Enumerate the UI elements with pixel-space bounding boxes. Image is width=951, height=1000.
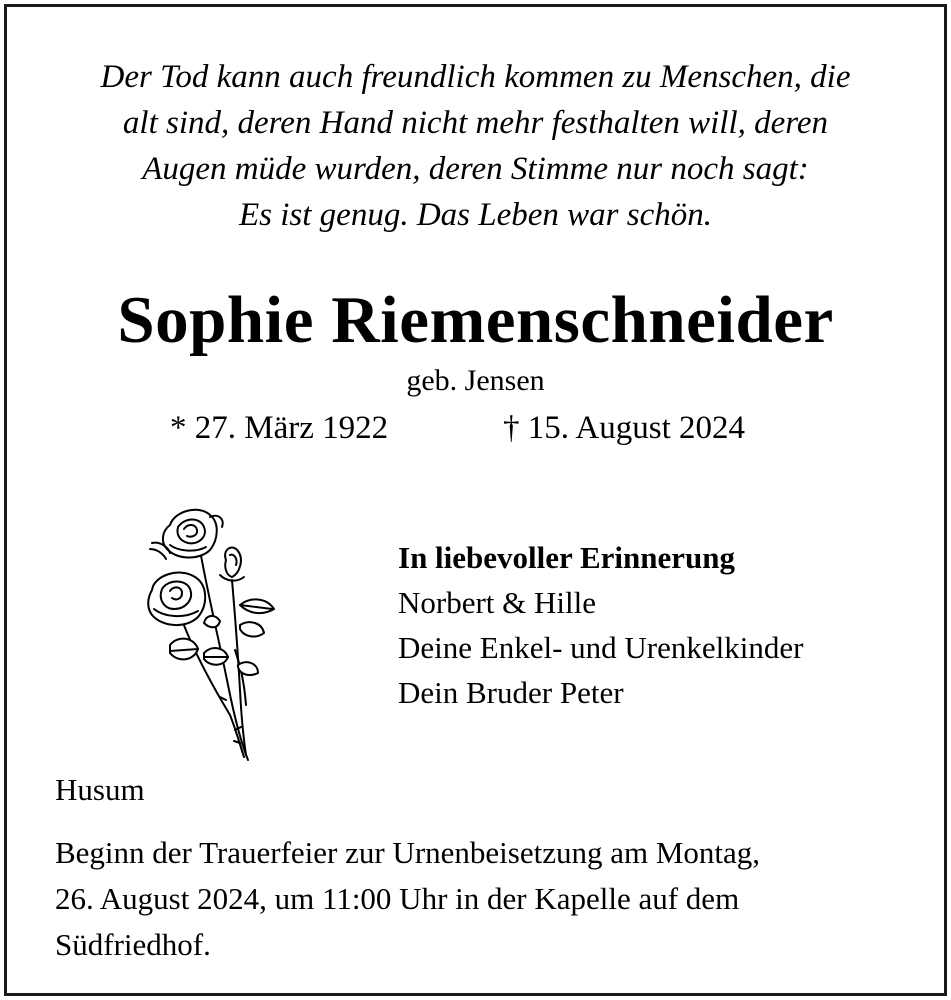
birth-date: * 27. März 1922 (170, 410, 389, 446)
rose-icon (140, 505, 280, 765)
maiden-name: geb. Jensen (406, 364, 545, 397)
deceased-name: Sophie Riemenschneider (117, 283, 834, 357)
quote-line: alt sind, deren Hand nicht mehr festhalten will, deren (122, 105, 829, 141)
service-line: Beginn der Trauerfeier zur Urnenbeisetzung am Montag, (55, 835, 761, 870)
mourner-name: Norbert & Hille (398, 585, 597, 620)
death-date: † 15. August 2024 (503, 410, 746, 446)
mourners-heading: In liebevoller Erinnerung (398, 540, 736, 575)
quote-line: Der Tod kann auch freundlich kommen zu Menschen, die (100, 59, 851, 95)
service-line: 26. August 2024, um 11:00 Uhr in der Kapelle auf dem (55, 881, 740, 916)
mourner-name: Deine Enkel- und Urenkelkinder (398, 630, 804, 665)
place-name: Husum (55, 772, 145, 807)
quote-line: Es ist genug. Das Leben war schön. (239, 197, 712, 233)
mourner-name: Dein Bruder Peter (398, 675, 624, 710)
service-line: Südfriedhof. (55, 927, 211, 962)
quote-line: Augen müde wurden, deren Stimme nur noch sagt: (142, 151, 809, 187)
mourners-block (398, 535, 803, 715)
quote-block (0, 54, 951, 238)
service-info (55, 830, 915, 968)
